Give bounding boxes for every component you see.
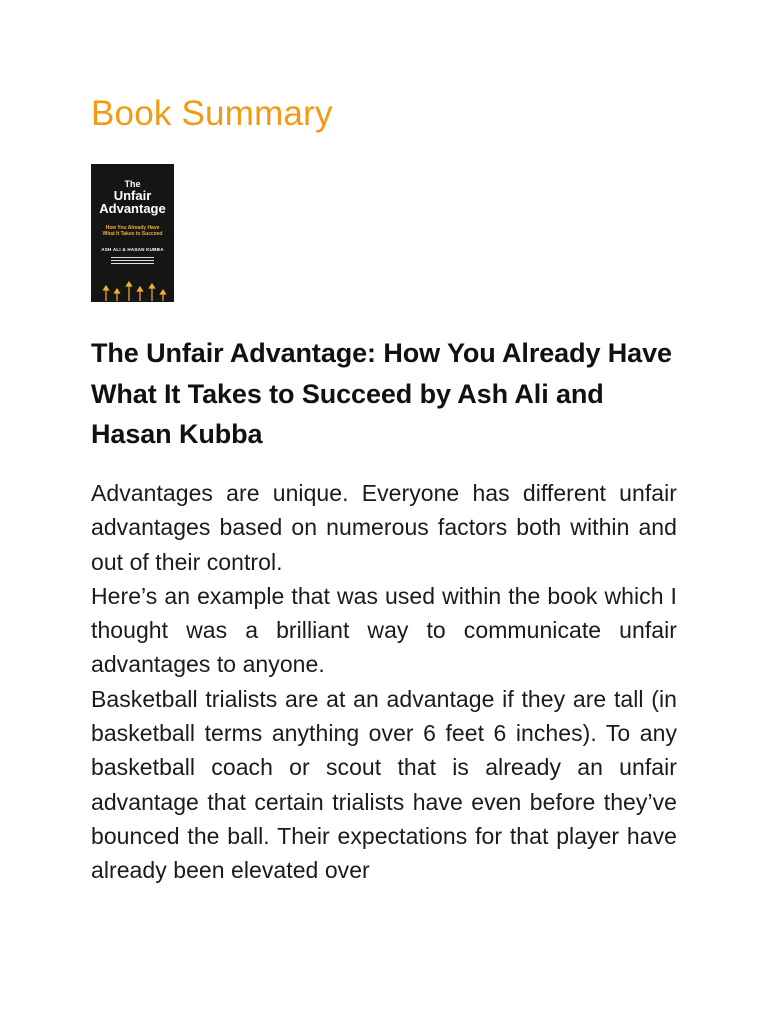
book-cover-subtitle-line-1: How You Already Have bbox=[105, 225, 160, 231]
book-cover-blurb-line bbox=[111, 260, 154, 261]
arrow-head bbox=[115, 289, 120, 293]
body-paragraph: Advantages are unique. Everyone has different unfair advantages based on numerous factors both within and out of their control. bbox=[91, 480, 677, 575]
book-cover-blurb-line bbox=[111, 257, 154, 258]
book-cover-image bbox=[91, 164, 174, 302]
article-body bbox=[91, 476, 677, 888]
book-cover-blurb-lines bbox=[111, 255, 154, 269]
book-cover-title-unfair: Unfair bbox=[113, 188, 152, 204]
section-title: Book Summary bbox=[91, 94, 333, 133]
article-headline: The Unfair Advantage: How You Already Have What It Takes to Succeed by Ash Ali and Hasan Kubba bbox=[91, 338, 672, 449]
book-cover-authors: ASH ALI & HASAN KUBBA bbox=[101, 247, 164, 252]
body-paragraph: Here’s an example that was used within the book which I thought was a brilliant way to communicate unfair advantages to anyone. bbox=[91, 582, 677, 678]
book-cover-title-the: The bbox=[124, 179, 141, 189]
arrow-head bbox=[127, 282, 132, 286]
arrow-head bbox=[104, 286, 109, 290]
body-paragraph: Basketball trialists are at an advantage if they are tall (in basketball terms anything over 6 feet 6 inches). To any basketball coach or scout that is already an unfair advantage that certain trialists have even before they’ve bounced the ball. Their expectations for that player have already been elevated over bbox=[91, 685, 677, 884]
book-cover-subtitle bbox=[99, 225, 166, 237]
book-cover-arrows-illustration bbox=[91, 272, 174, 302]
book-cover-blurb-line bbox=[111, 263, 154, 264]
arrow-head bbox=[150, 284, 155, 288]
book-cover-title-advantage: Advantage bbox=[99, 201, 166, 217]
book-cover-title bbox=[91, 180, 174, 216]
arrow-head bbox=[161, 290, 166, 294]
arrow-head bbox=[138, 287, 143, 291]
book-cover-subtitle-line-2: What It Takes to Succeed bbox=[102, 231, 163, 237]
